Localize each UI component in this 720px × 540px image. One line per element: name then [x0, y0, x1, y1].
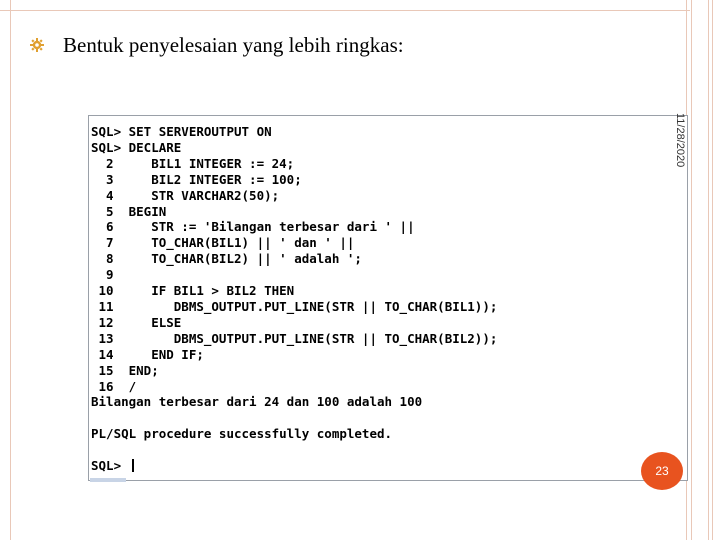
slide-date: 11/28/2020 [674, 113, 686, 168]
terminal-line: 7 TO_CHAR(BIL1) || ' dan ' || [106, 235, 355, 251]
terminal-output [89, 116, 687, 474]
sqlplus-terminal-screenshot [88, 115, 688, 481]
slide-frame-right-line [712, 0, 713, 540]
terminal-line: 14 END IF; [98, 346, 204, 362]
terminal-line: SQL> SET SERVEROUTPUT ON [91, 124, 272, 139]
slide-heading: Bentuk penyelesaian yang lebih ringkas: [63, 33, 404, 57]
terminal-lines [91, 124, 497, 441]
terminal-line: 5 BEGIN [106, 203, 167, 219]
terminal-line: 10 IF BIL1 > BIL2 THEN [98, 283, 295, 299]
terminal-line: 2 BIL1 INTEGER := 24; [106, 155, 295, 171]
terminal-line: 9 [106, 267, 114, 283]
terminal-line: 8 TO_CHAR(BIL2) || ' adalah '; [106, 251, 362, 267]
slide-frame-top-line [0, 10, 690, 11]
terminal-line: 13 DBMS_OUTPUT.PUT_LINE(STR || TO_CHAR(BIL2)); [98, 330, 498, 346]
terminal-line: 11 DBMS_OUTPUT.PUT_LINE(STR || TO_CHAR(BIL1)); [98, 298, 498, 314]
text-cursor [132, 459, 134, 472]
terminal-line: Bilangan terbesar dari 24 dan 100 adalah 100 [91, 394, 423, 410]
terminal-line: 6 STR := 'Bilangan terbesar dari ' || [106, 219, 415, 235]
terminal-prompt: SQL> [91, 458, 129, 474]
terminal-line: 3 BIL2 INTEGER := 100; [106, 171, 302, 187]
terminal-line: SQL> DECLARE [91, 139, 182, 155]
terminal-line: 16 / [98, 378, 137, 394]
terminal-line: 12 ELSE [98, 314, 182, 330]
page-number-badge: 23 [641, 452, 683, 490]
terminal-line: 15 END; [98, 362, 159, 378]
slide-frame-right-line [691, 0, 692, 540]
terminal-scrollbar-stub [90, 478, 126, 482]
slide-frame-left-line [10, 0, 11, 540]
terminal-line: 4 STR VARCHAR2(50); [106, 187, 280, 203]
gear-bullet-icon [30, 38, 44, 52]
terminal-line: PL/SQL procedure successfully completed. [91, 426, 393, 442]
slide-frame-right-line [708, 0, 709, 540]
